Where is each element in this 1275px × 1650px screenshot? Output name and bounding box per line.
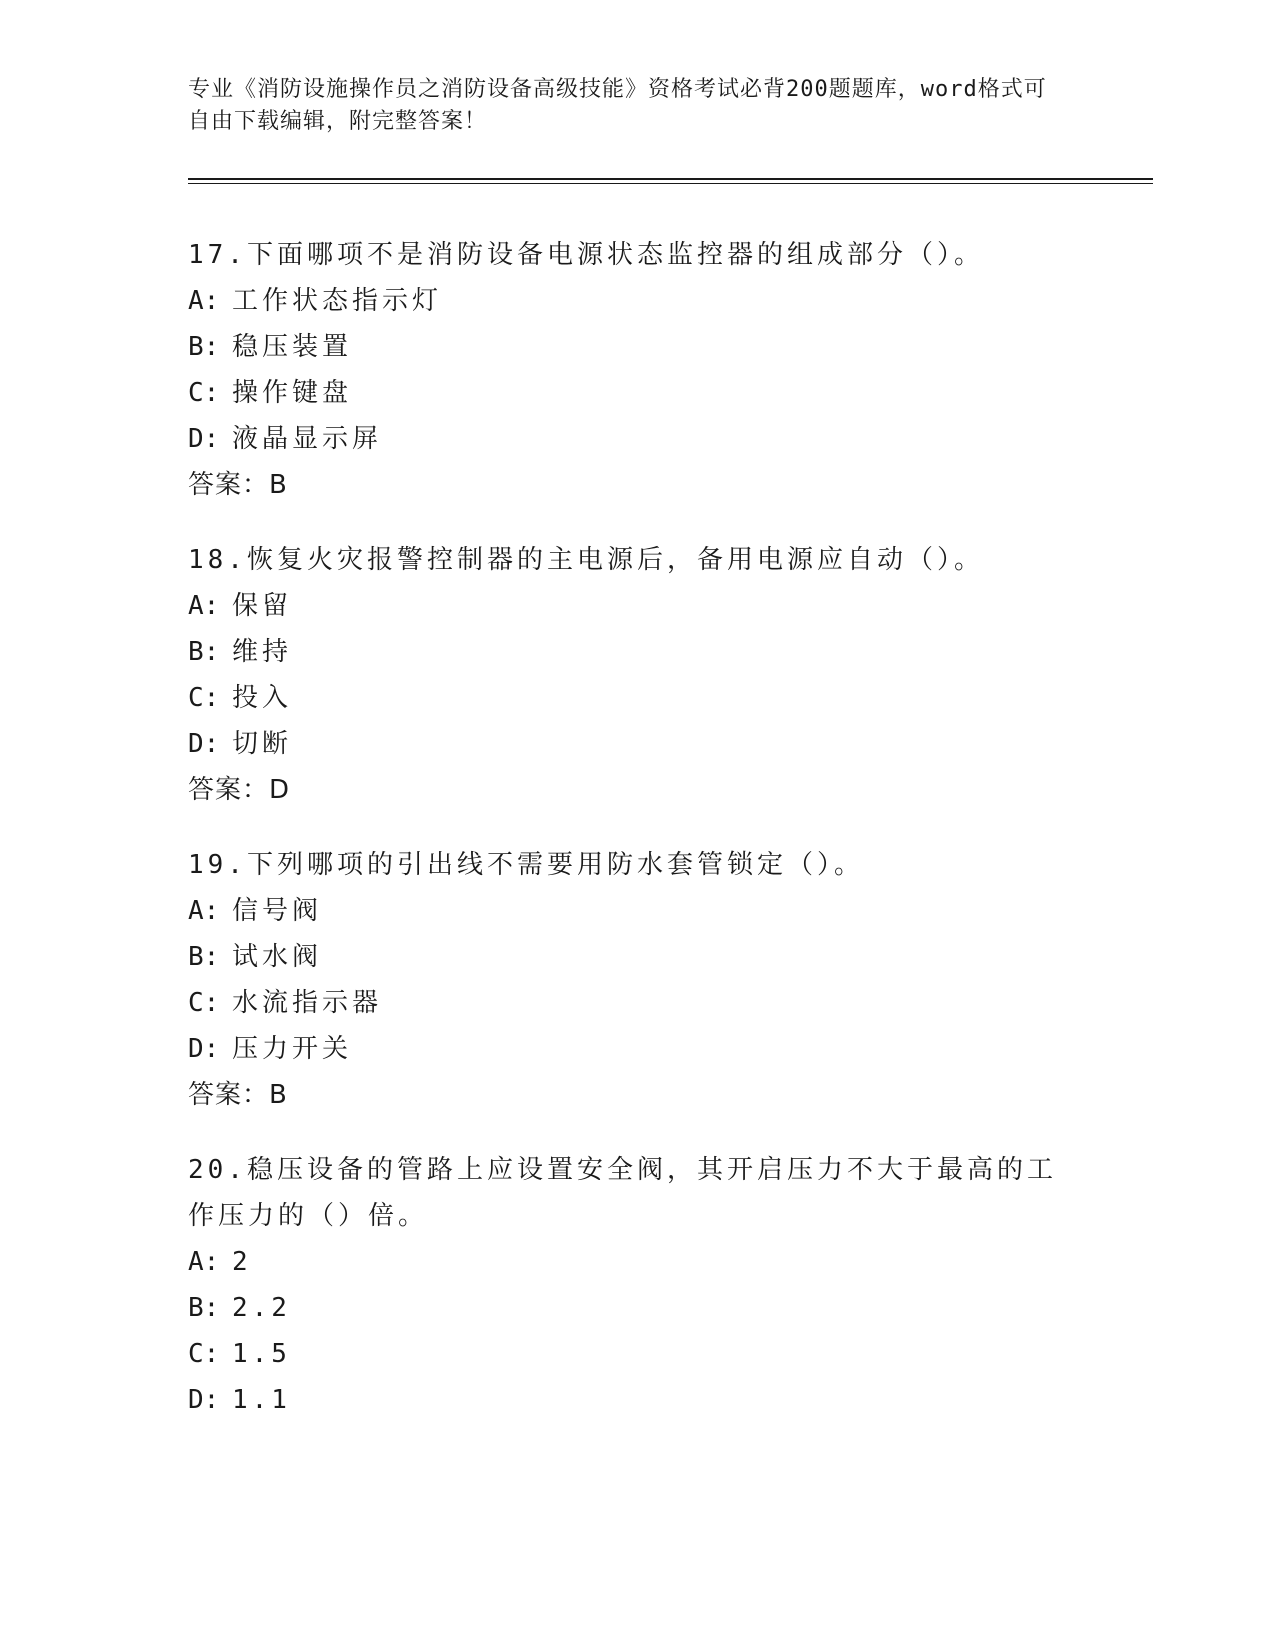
- option-key: C:: [188, 988, 220, 1018]
- option-key: A:: [188, 1247, 220, 1277]
- answer-line: 答案：B: [188, 1080, 288, 1110]
- question-stem: 19.下列哪项的引出线不需要用防水套管锁定（）。: [188, 850, 864, 880]
- question-20: [188, 1147, 1068, 1423]
- option-key: A:: [188, 286, 220, 316]
- option-b: [188, 629, 1088, 675]
- answer-line: 答案：D: [188, 775, 291, 805]
- option-text: 2: [232, 1247, 252, 1277]
- option-text: 切断: [232, 729, 293, 759]
- option-text: 信号阀: [232, 896, 323, 926]
- question-stem: 18.恢复火灾报警控制器的主电源后，备用电源应自动（）。: [188, 545, 984, 575]
- option-key: D:: [188, 1034, 220, 1064]
- option-key: B:: [188, 637, 220, 667]
- header-divider-thick: [188, 178, 1153, 180]
- option-text: 2.2: [232, 1293, 291, 1323]
- option-a: [188, 278, 1088, 324]
- question-17: [188, 232, 1088, 508]
- option-b: [188, 934, 1088, 980]
- option-text: 压力开关: [232, 1034, 353, 1064]
- option-d: [188, 1377, 1068, 1423]
- question-stem: 17.下面哪项不是消防设备电源状态监控器的组成部分（）。: [188, 240, 984, 270]
- option-text: 投入: [232, 683, 293, 713]
- option-a: [188, 888, 1088, 934]
- option-b: [188, 1285, 1068, 1331]
- option-text: 操作键盘: [232, 378, 353, 408]
- option-d: [188, 721, 1088, 767]
- option-key: C:: [188, 1339, 220, 1369]
- document-header: [188, 74, 1068, 138]
- question-18: [188, 537, 1088, 813]
- option-key: D:: [188, 729, 220, 759]
- option-c: [188, 1331, 1068, 1377]
- question-stem: 20.稳压设备的管路上应设置安全阀，其开启压力不大于最高的工作压力的（）倍。: [188, 1155, 1057, 1231]
- option-text: 水流指示器: [232, 988, 383, 1018]
- option-text: 工作状态指示灯: [232, 286, 443, 316]
- option-key: C:: [188, 683, 220, 713]
- option-key: D:: [188, 1385, 220, 1415]
- option-key: A:: [188, 591, 220, 621]
- option-b: [188, 324, 1088, 370]
- option-text: 试水阀: [232, 942, 323, 972]
- option-d: [188, 1026, 1088, 1072]
- option-key: B:: [188, 942, 220, 972]
- option-text: 1.1: [232, 1385, 291, 1415]
- option-key: B:: [188, 332, 220, 362]
- option-c: [188, 980, 1088, 1026]
- option-c: [188, 675, 1088, 721]
- option-c: [188, 370, 1088, 416]
- option-text: 维持: [232, 637, 293, 667]
- question-19: [188, 842, 1088, 1118]
- option-d: [188, 416, 1088, 462]
- option-text: 保留: [232, 591, 293, 621]
- option-key: B:: [188, 1293, 220, 1323]
- answer-line: 答案：B: [188, 470, 288, 500]
- option-key: C:: [188, 378, 220, 408]
- option-text: 液晶显示屏: [232, 424, 383, 454]
- header-divider-thin: [188, 183, 1153, 184]
- option-key: D:: [188, 424, 220, 454]
- header-intro-text: 专业《消防设施操作员之消防设备高级技能》资格考试必背200题题库，word格式可自由下载编辑，附完整答案！: [188, 77, 1047, 134]
- option-text: 稳压装置: [232, 332, 353, 362]
- option-text: 1.5: [232, 1339, 291, 1369]
- option-a: [188, 1239, 1068, 1285]
- option-key: A:: [188, 896, 220, 926]
- option-a: [188, 583, 1088, 629]
